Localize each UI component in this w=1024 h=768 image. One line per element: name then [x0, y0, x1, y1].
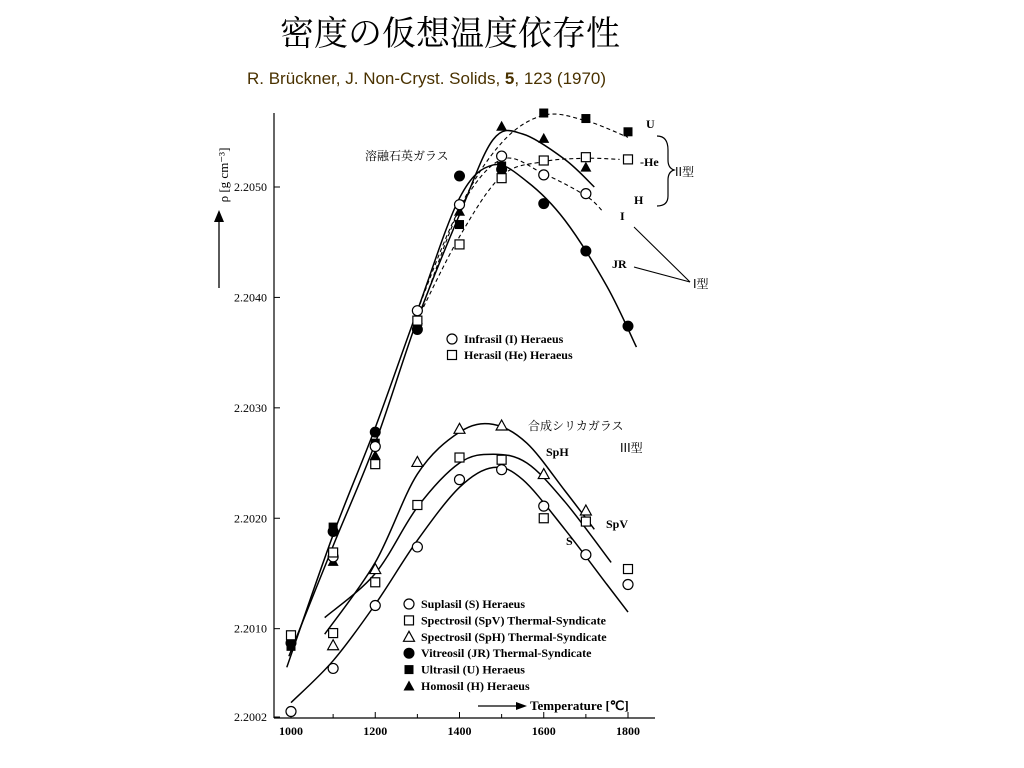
legend-h-marker: [404, 681, 415, 691]
point-he: [455, 240, 464, 249]
point-s: [623, 580, 633, 590]
legend-spv-label: Spectrosil (SpV) Thermal-Syndicate: [421, 613, 606, 628]
curve-label-u: U: [646, 117, 655, 131]
point-jr: [581, 246, 591, 256]
point-u: [329, 523, 338, 532]
point-spv: [413, 501, 422, 510]
citation-authors: R. Brückner, J. Non-Cryst. Solids,: [247, 69, 505, 88]
type-label-iii: III型: [620, 441, 643, 455]
legend-infrasil-marker: [447, 334, 457, 344]
point-spv: [581, 517, 590, 526]
group-label-synthetic: 合成シリカガラス: [528, 419, 624, 433]
point-sph: [412, 456, 423, 466]
citation-volume: 5: [504, 69, 515, 88]
point-u: [539, 109, 548, 118]
point-h: [496, 121, 507, 131]
legend-s-label: Suplasil (S) Heraeus: [421, 597, 526, 611]
legend-u-label: Ultrasil (U) Heraeus: [421, 662, 525, 677]
point-i: [539, 170, 549, 180]
point-sph: [328, 640, 339, 650]
legend-h-label: Homosil (H) Heraeus: [421, 679, 530, 693]
y-tick-label: 2.2020: [234, 511, 267, 526]
y-tick-label: 2.2050: [234, 180, 267, 194]
legend-spv-marker: [405, 616, 414, 625]
point-u: [581, 114, 590, 123]
legends: [404, 332, 608, 693]
point-h: [580, 162, 591, 172]
point-he: [287, 631, 296, 640]
point-u: [624, 127, 633, 136]
point-spv: [539, 514, 548, 523]
point-s: [497, 465, 507, 475]
legend-jr-label: Vitreosil (JR) Thermal-Syndicate: [421, 646, 592, 661]
x-axis-arrowhead: [516, 702, 527, 710]
legend-sph-marker: [404, 631, 415, 641]
y-axis-label: ρ [g cm⁻³]: [216, 147, 231, 203]
point-u: [455, 220, 464, 229]
point-s: [412, 542, 422, 552]
point-s: [328, 663, 338, 673]
point-jr: [455, 171, 465, 181]
point-s: [455, 475, 465, 485]
point-i: [412, 306, 422, 316]
point-he: [497, 174, 506, 183]
point-u: [497, 162, 506, 171]
legend-herasil-marker: [448, 351, 457, 360]
y-axis-arrowhead: [214, 210, 224, 222]
x-tick-label: 1200: [363, 724, 388, 738]
curve-h: [289, 130, 594, 656]
brace-type-ii: [657, 136, 674, 206]
legend-s-marker: [404, 599, 414, 609]
x-tick-label: 1000: [279, 724, 303, 738]
x-tick-label: 1400: [447, 724, 472, 738]
point-sph: [580, 505, 591, 515]
point-he: [581, 153, 590, 162]
point-spv: [371, 578, 380, 587]
y-tick-label: 2.2002: [234, 710, 267, 724]
leader-i: [634, 227, 690, 282]
point-he: [624, 155, 633, 164]
point-jr: [623, 321, 633, 331]
point-he: [329, 548, 338, 557]
x-tick-label: 1600: [531, 724, 556, 738]
legend-infrasil-label: Infrasil (I) Heraeus: [464, 332, 564, 346]
point-i: [370, 441, 380, 451]
point-he: [371, 460, 380, 469]
curve-label-h: H: [634, 193, 644, 207]
curve-label-he: -He: [640, 155, 659, 169]
legend-herasil-label: Herasil (He) Heraeus: [464, 348, 573, 362]
y-tick-label: 2.2010: [234, 621, 267, 636]
point-s: [581, 550, 591, 560]
point-i: [455, 200, 465, 210]
type-label-ii: II型: [675, 165, 695, 179]
citation-rest: , 123 (1970): [514, 69, 607, 88]
point-s: [286, 706, 296, 716]
point-jr: [539, 199, 549, 209]
point-s: [370, 600, 380, 610]
point-i: [497, 151, 507, 161]
point-spv: [329, 629, 338, 638]
y-tick-label: 2.2030: [234, 400, 267, 415]
legend-u-marker: [405, 665, 414, 674]
point-spv: [624, 565, 633, 574]
point-s: [539, 501, 549, 511]
legend-jr-marker: [404, 648, 414, 658]
curve-label-s: S: [566, 534, 573, 548]
slide-title: 密度の仮想温度依存性: [280, 14, 620, 54]
point-jr: [370, 427, 380, 437]
curve-label-i: I: [620, 209, 625, 223]
point-he: [539, 156, 548, 165]
point-h: [538, 133, 549, 143]
point-spv: [455, 453, 464, 462]
type-label-i: I型: [693, 277, 709, 291]
point-i: [581, 189, 591, 199]
curve-label-spv: SpV: [606, 517, 629, 531]
curve-label-jr: JR: [612, 257, 627, 271]
x-axis-label: Temperature [℃]: [530, 698, 629, 713]
group-label-fused: 溶融石英ガラス: [365, 149, 449, 163]
point-sph: [454, 423, 465, 433]
y-tick-label: 2.2040: [234, 290, 267, 305]
curve-label-sph: SpH: [546, 445, 569, 459]
point-spv: [497, 455, 506, 464]
curve-u: [417, 114, 628, 322]
x-tick-label: 1800: [616, 724, 640, 738]
point-he: [413, 316, 422, 325]
legend-sph-label: Spectrosil (SpH) Thermal-Syndicate: [421, 629, 607, 644]
